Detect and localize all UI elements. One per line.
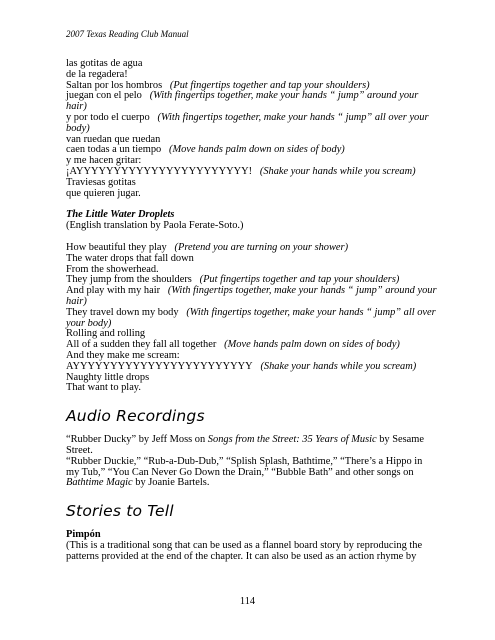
- action-direction: (Move hands palm down on sides of body): [169, 144, 345, 156]
- poem-line-text: de la regadera!: [66, 68, 128, 80]
- album-title: Songs from the Street: 35 Years of Music: [207, 434, 377, 446]
- spacer: [66, 394, 438, 405]
- poem-line-text: las gotitas de agua: [66, 58, 143, 69]
- translation-credit: (English translation by Paola Ferate-Soto.): [66, 220, 244, 232]
- action-direction: (With fingertips together, make your hands “ jump” around your hair): [66, 90, 419, 113]
- audio-entry: [66, 435, 438, 457]
- poem-line-text: They travel down my body: [66, 306, 179, 318]
- action-direction: (With fingertips together, make your hands “ jump” around your hair): [66, 285, 437, 307]
- poem-line-text: And they make me scream:: [66, 349, 180, 361]
- section-heading-stories: Stories to Tell: [66, 502, 174, 521]
- poem-line: [66, 286, 438, 308]
- action-direction: (Shake your hands while you scream): [260, 360, 417, 372]
- poem-line-text: Traviesas gotitas: [66, 176, 136, 188]
- story-title: Pimpón: [66, 529, 101, 541]
- poem-line: [66, 308, 438, 330]
- story-text: (This is a traditional song that can be used as a flannel board story by reproducing the patterns provided at the end of the chapter. It can also be used as an action rhyme by: [66, 539, 423, 562]
- poem-line-text: How beautiful they play: [66, 241, 167, 253]
- poem-line-text: caen todas a un tiempo: [66, 144, 162, 156]
- poem-line-text: The water drops that fall down: [66, 252, 194, 264]
- poem-line: [66, 91, 438, 113]
- poem-line: [66, 383, 438, 394]
- spanish-poem: [66, 59, 438, 199]
- action-direction: (Put fingertips together and tap your shoulders): [169, 79, 370, 91]
- audio-entry-text: by Sesame Street.: [66, 434, 424, 456]
- running-head: 2007 Texas Reading Club Manual: [66, 29, 189, 39]
- poem-line-text: juegan con el pelo: [66, 90, 142, 102]
- poem-line-text: From the showerhead.: [66, 263, 159, 275]
- action-direction: (Pretend you are turning on your shower): [174, 241, 349, 253]
- poem-line-text: Saltan por los hombros: [66, 79, 163, 91]
- poem-line-text: And play with my hair: [66, 285, 161, 297]
- page-number: 114: [239, 596, 256, 607]
- action-direction: (With fingertips together, make your hands “ jump” all over your body): [66, 306, 436, 329]
- poem-line-text: ¡AYYYYYYYYYYYYYYYYYYYYYYY!: [66, 165, 253, 177]
- audio-entry: [66, 457, 438, 489]
- poem-line-text: y me hacen gritar:: [66, 155, 142, 167]
- poem-line-text: They jump from the shoulders: [66, 274, 192, 286]
- action-direction: (Move hands palm down on sides of body): [224, 339, 400, 351]
- translation-title: The Little Water Droplets: [66, 209, 175, 221]
- poem-line-text: y por todo el cuerpo: [66, 111, 150, 123]
- action-direction: (Put fingertips together and tap your shoulders): [199, 274, 400, 286]
- action-direction: (Shake your hands while you scream): [259, 165, 416, 177]
- poem-line-text: All of a sudden they fall all together: [66, 339, 217, 351]
- poem-line-text: van ruedan que ruedan: [66, 133, 161, 145]
- spacer: [66, 489, 438, 500]
- section-heading-audio: Audio Recordings: [66, 407, 205, 426]
- album-title: Bathtime Magic: [66, 477, 133, 489]
- poem-line-text: AYYYYYYYYYYYYYYYYYYYYYYYY: [66, 360, 253, 372]
- poem-line: [66, 189, 438, 200]
- translation-block: [66, 210, 438, 394]
- page-body: [66, 59, 438, 562]
- audio-entry-text: by Joanie Bartels.: [132, 477, 210, 489]
- poem-line-text: Naughty little drops: [66, 371, 150, 383]
- poem-line: [66, 113, 438, 135]
- poem-line-text: que quieren jugar.: [66, 187, 141, 199]
- audio-entry-text: “Rubber Duckie,” “Rub-a-Dub-Dub,” “Splish Splash, Bathtime,” “There’s a Hippo in my Tub,” “You Can Never Go Down the Drain,” “Bubble Bath” and other songs on: [66, 455, 423, 478]
- poem-line-text: That want to play.: [66, 382, 141, 394]
- audio-entry-text: “Rubber Ducky” by Jeff Moss on: [66, 434, 208, 446]
- poem-line-text: Rolling and rolling: [66, 328, 146, 340]
- action-direction: (With fingertips together, make your hands “ jump” all over your body): [66, 111, 429, 134]
